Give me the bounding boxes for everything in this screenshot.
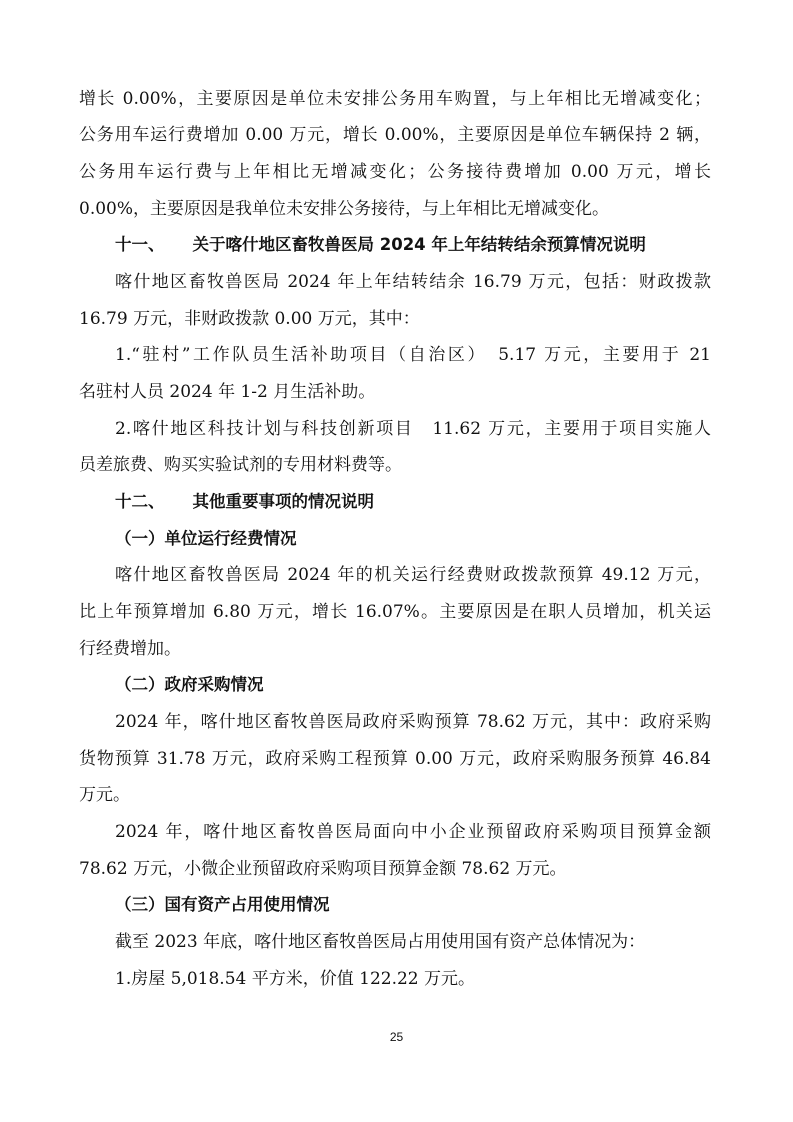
paragraph-line: 78.62 万元，小微企业预留政府采购项目预算金额 78.62 万元。 — [79, 859, 567, 879]
paragraph-line: 喀什地区畜牧兽医局 2024 年上年结转结余 16.79 万元，包括：财政拨款 — [115, 272, 711, 292]
paragraph-line: 16.79 万元，非财政拨款 0.00 万元，其中： — [79, 309, 420, 329]
paragraph-line: 截至 2023 年底，喀什地区畜牧兽医局占用使用国有资产总体情况为： — [115, 932, 646, 952]
paragraph-line: 名驻村人员 2024 年 1-2 月生活补助。 — [79, 382, 376, 402]
section-heading-12 — [115, 491, 747, 513]
paragraph-line: 比上年预算增加 6.80 万元，增长 16.07%。主要原因是在职人员增加，机关运 — [79, 602, 711, 622]
paragraph-line: 货物预算 31.78 万元，政府采购工程预算 0.00 万元，政府采购服务预算 46.84 — [79, 749, 711, 769]
paragraph-line: 2024 年，喀什地区畜牧兽医局面向中小企业预留政府采购项目预算金额 — [115, 822, 711, 842]
paragraph-line: 公务用车运行费增加 0.00 万元，增长 0.00%，主要原因是单位车辆保持 2 辆， — [79, 125, 711, 145]
paragraph-line: 行经费增加。 — [79, 639, 181, 659]
paragraph-line: 喀什地区畜牧兽医局 2024 年的机关运行经费财政拨款预算 49.12 万元， — [115, 565, 711, 585]
paragraph-line: 2024 年，喀什地区畜牧兽医局政府采购预算 78.62 万元，其中：政府采购 — [115, 712, 711, 732]
paragraph-line: 1.房屋 5,018.54 平方米，价值 122.22 万元。 — [115, 969, 476, 989]
section-number: 十一、 — [115, 235, 165, 254]
page-number: 25 — [389, 1030, 404, 1044]
section-number: 十二、 — [115, 492, 165, 511]
paragraph-line: 0.00%，主要原因是我单位未安排公务接待，与上年相比无增减变化。 — [79, 199, 610, 219]
section-title: 其他重要事项的情况说明 — [192, 492, 374, 511]
section-title: 关于喀什地区畜牧兽医局 2024 年上年结转结余预算情况说明 — [192, 235, 646, 254]
subsection-heading: （三）国有资产占用使用情况 — [115, 895, 330, 914]
section-heading-11 — [115, 234, 747, 256]
paragraph-line: 万元。 — [79, 785, 130, 805]
paragraph-line: 2.喀什地区科技计划与科技创新项目 11.62 万元，主要用于项目实施人 — [115, 419, 711, 439]
paragraph-line: 公务用车运行费与上年相比无增减变化；公务接待费增加 0.00 万元，增长 — [79, 162, 711, 182]
paragraph-line: 员差旅费、购买实验试剂的专用材料费等。 — [79, 455, 402, 475]
subsection-heading: （二）政府采购情况 — [115, 675, 264, 694]
subsection-heading: （一）单位运行经费情况 — [115, 529, 297, 548]
paragraph-line: 1.“驻村”工作队员生活补助项目（自治区） 5.17 万元，主要用于 21 — [115, 345, 711, 365]
paragraph-line: 增长 0.00%，主要原因是单位未安排公务用车购置，与上年相比无增减变化； — [79, 89, 711, 109]
